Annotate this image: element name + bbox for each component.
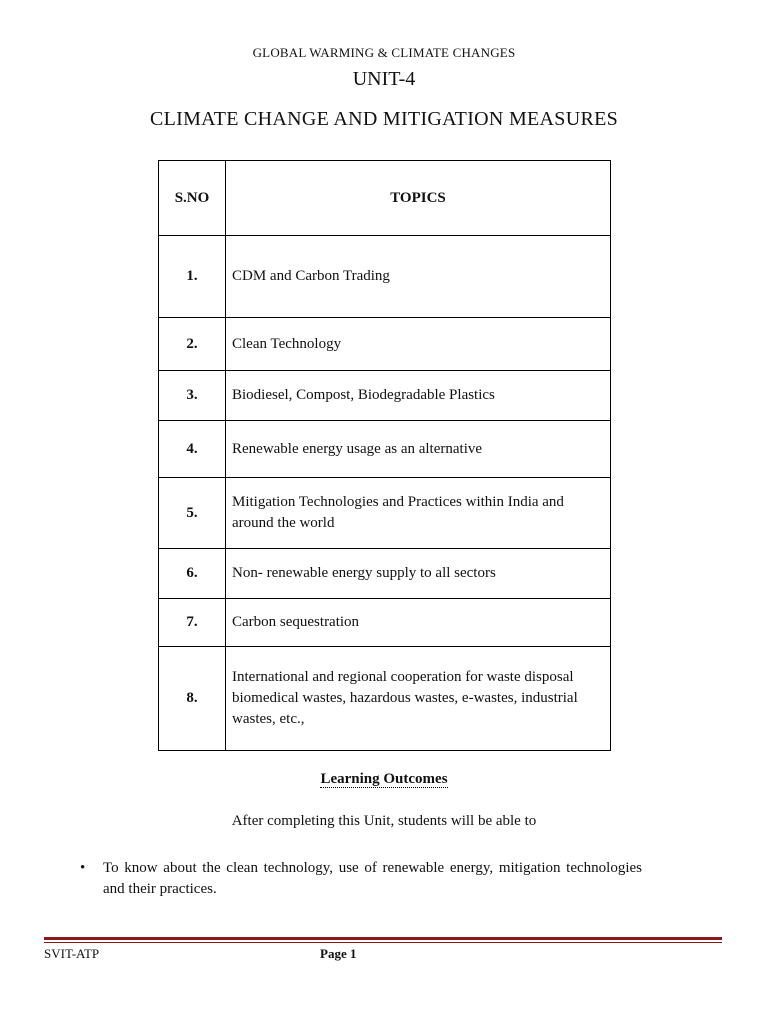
footer-institution: SVIT-ATP: [44, 946, 100, 961]
row-topic: Non- renewable energy supply to all sectors: [226, 549, 611, 599]
learning-outcomes-heading: [0, 771, 768, 788]
learning-outcomes-intro: After completing this Unit, students will be able to: [231, 813, 537, 829]
table-row: [159, 478, 611, 549]
table-row: [159, 421, 611, 478]
row-number: 1.: [159, 236, 226, 318]
row-number: 2.: [159, 318, 226, 371]
row-number: 4.: [159, 421, 226, 478]
table-row: [159, 236, 611, 318]
row-topic: International and regional cooperation for waste disposal biomedical wastes, hazardous wastes, e-wastes, industrial wastes, etc.,: [226, 647, 611, 751]
row-number: 5.: [159, 478, 226, 549]
topics-column-header: TOPICS: [226, 161, 611, 236]
row-topic: Mitigation Technologies and Practices within India and around the world: [226, 478, 611, 549]
bullet-icon: •: [80, 860, 86, 876]
row-topic: Biodiesel, Compost, Biodegradable Plastics: [226, 371, 611, 421]
table-row: [159, 371, 611, 421]
list-item-text: To know about the clean technology, use of renewable energy, mitigation technologies and their practices.: [103, 860, 642, 897]
table-row: [159, 318, 611, 371]
table-row: [159, 549, 611, 599]
table-row: [159, 599, 611, 647]
row-number: 6.: [159, 549, 226, 599]
list-item: [80, 858, 642, 900]
row-topic: Carbon sequestration: [226, 599, 611, 647]
row-number: 8.: [159, 647, 226, 751]
row-number: 3.: [159, 371, 226, 421]
learning-outcomes-heading-text: Learning Outcomes: [320, 771, 448, 787]
sno-column-header: S.NO: [159, 161, 226, 236]
table-header-row: [159, 161, 611, 236]
course-header: GLOBAL WARMING & CLIMATE CHANGES: [252, 45, 516, 60]
row-number: 7.: [159, 599, 226, 647]
row-topic: Renewable energy usage as an alternative: [226, 421, 611, 478]
table-row: [159, 647, 611, 751]
footer-divider-thin: [44, 942, 722, 943]
topics-table: [158, 160, 611, 751]
footer-divider-thick: [44, 937, 722, 940]
unit-title: UNIT-4: [352, 68, 416, 90]
page-title: CLIMATE CHANGE AND MITIGATION MEASURES: [149, 108, 619, 130]
row-topic: CDM and Carbon Trading: [226, 236, 611, 318]
row-topic: Clean Technology: [226, 318, 611, 371]
learning-outcomes-list: [80, 858, 642, 900]
footer-page-number: Page 1: [320, 946, 357, 961]
